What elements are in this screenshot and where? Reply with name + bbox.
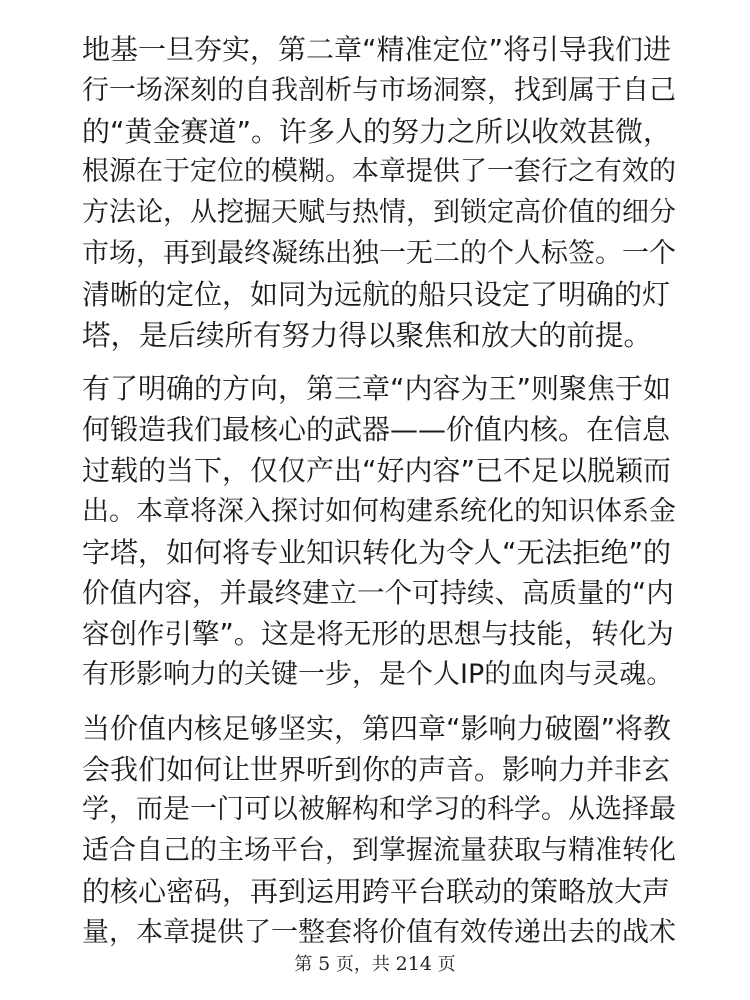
paragraph-chapter-two [82, 30, 678, 356]
text-line: 学，而是一门可以被解构和学习的科学。从选择最 [82, 794, 676, 826]
text-line: 容创作引擎”。这是将无形的思想与技能，转化为 [82, 618, 674, 651]
footer-suffix: 页 [437, 954, 456, 975]
paragraph-chapter-four [82, 709, 678, 954]
page-body [82, 30, 678, 967]
text-line: 根源在于定位的模糊。本章提供了一套行之有效的 [82, 156, 676, 188]
text-line: 出。本章将深入探讨如何构建系统化的知识体系金 [82, 495, 676, 527]
text-line: 塔，是后续所有努力得以聚焦和放大的前提。 [82, 318, 653, 352]
text-line: 何锻造我们最核心的武器——价值内核。在信息 [82, 413, 671, 447]
text-line: 清晰的定位，如同为远航的船只设定了明确的灯 [82, 277, 671, 311]
text-line: 适合自己的主场平台，到掌握流量获取与精准转化 [82, 835, 676, 867]
current-page-number: 5 [318, 953, 331, 975]
paragraph-chapter-three [82, 369, 678, 695]
page-number-footer [0, 950, 750, 976]
text-line: 有形影响力的关键一步，是个人IP的血肉与灵魂。 [82, 658, 674, 690]
text-line: 行一场深刻的自我剖析与市场洞察，找到属于自己 [82, 74, 676, 106]
text-line: 的核心密码，再到运用跨平台联动的策略放大声 [82, 874, 671, 908]
text-line: 地基一旦夯实，第二章“精准定位”将引导我们进 [82, 33, 672, 66]
text-line: 字塔，如何将专业知识转化为令人“无法拒绝”的 [82, 535, 672, 569]
text-line: 有了明确的方向，第三章“内容为王”则聚焦于如 [82, 372, 672, 406]
text-line: 的“黄金赛道”。许多人的努力之所以收效甚微， [82, 114, 672, 148]
text-line: 当价值内核足够坚实，第四章“影响力破圈”将教 [82, 711, 672, 745]
text-line: 方法论，从挖掘天赋与热情，到锁定高价值的细分 [82, 197, 676, 229]
text-line: 市场，再到最终凝练出独一无二的个人标签。一个 [82, 237, 676, 269]
text-line: 过载的当下，仅仅产出“好内容”已不足以脱颖而 [82, 453, 672, 487]
footer-middle: 页，共 [335, 954, 390, 975]
text-line: 价值内容，并最终建立一个可持续、高质量的“内 [82, 577, 674, 610]
total-page-count: 214 [395, 953, 432, 975]
footer-prefix: 第 [294, 954, 313, 975]
text-line: 会我们如何让世界听到你的声音。影响力并非玄 [82, 752, 671, 786]
text-line: 量，本章提供了一整套将价值有效传递出去的战术 [82, 916, 676, 948]
